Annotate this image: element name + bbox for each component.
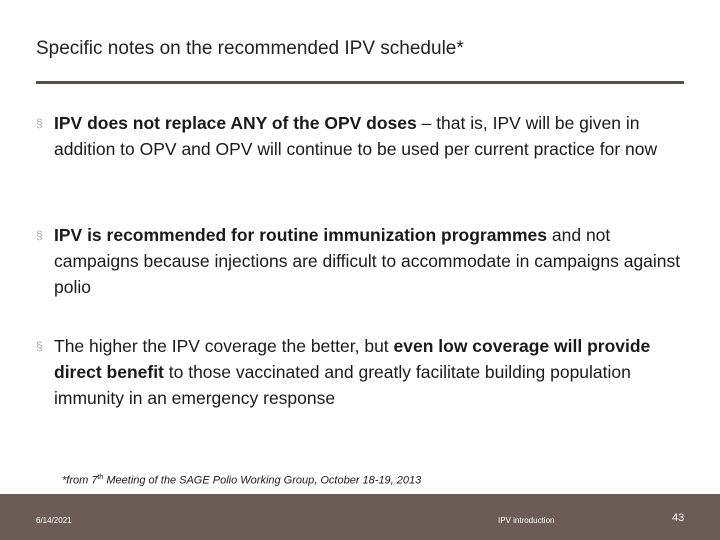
title-divider bbox=[36, 81, 684, 84]
bullet-rest: to those vaccinated and greatly facilitate building population immunity in an emergency response bbox=[54, 362, 631, 408]
bullet-rest: and not campaigns because injections are difficult to accommodate in campaigns against polio bbox=[54, 225, 681, 297]
bullet-item bbox=[36, 110, 686, 162]
bullet-text bbox=[36, 333, 686, 411]
footnote-suffix: Meeting of the SAGE Polio Working Group, October 18-19, 2013 bbox=[103, 474, 422, 487]
bullet-emphasis: IPV is recommended for routine immunization programmes bbox=[54, 225, 548, 245]
bullet-marker-icon: § bbox=[36, 339, 43, 353]
slide-title: Specific notes on the recommended IPV schedule* bbox=[36, 38, 464, 59]
bullet-item bbox=[36, 222, 686, 300]
bullet-text bbox=[36, 110, 686, 162]
footnote-superscript: th bbox=[97, 474, 104, 481]
bullet-pre: The higher the IPV coverage the better, but bbox=[54, 336, 394, 356]
footnote-prefix: *from 7 bbox=[62, 474, 98, 487]
footer-title: IPV introduction bbox=[498, 516, 555, 525]
bullet-marker-icon: § bbox=[36, 116, 43, 130]
footnote bbox=[62, 474, 421, 487]
bullet-text bbox=[36, 222, 686, 300]
footer-bar bbox=[0, 494, 720, 540]
bullet-emphasis: even low coverage will provide direct benefit bbox=[54, 336, 651, 382]
bullet-marker-icon: § bbox=[36, 228, 43, 242]
footer-date: 6/14/2021 bbox=[36, 516, 72, 525]
bullet-rest: – that is, IPV will be given in addition to OPV and OPV will continue to be used per current practice for now bbox=[54, 113, 658, 159]
bullet-emphasis: IPV does not replace ANY of the OPV doses bbox=[54, 113, 417, 133]
bullet-item bbox=[36, 333, 686, 411]
page-number: 43 bbox=[672, 512, 685, 524]
